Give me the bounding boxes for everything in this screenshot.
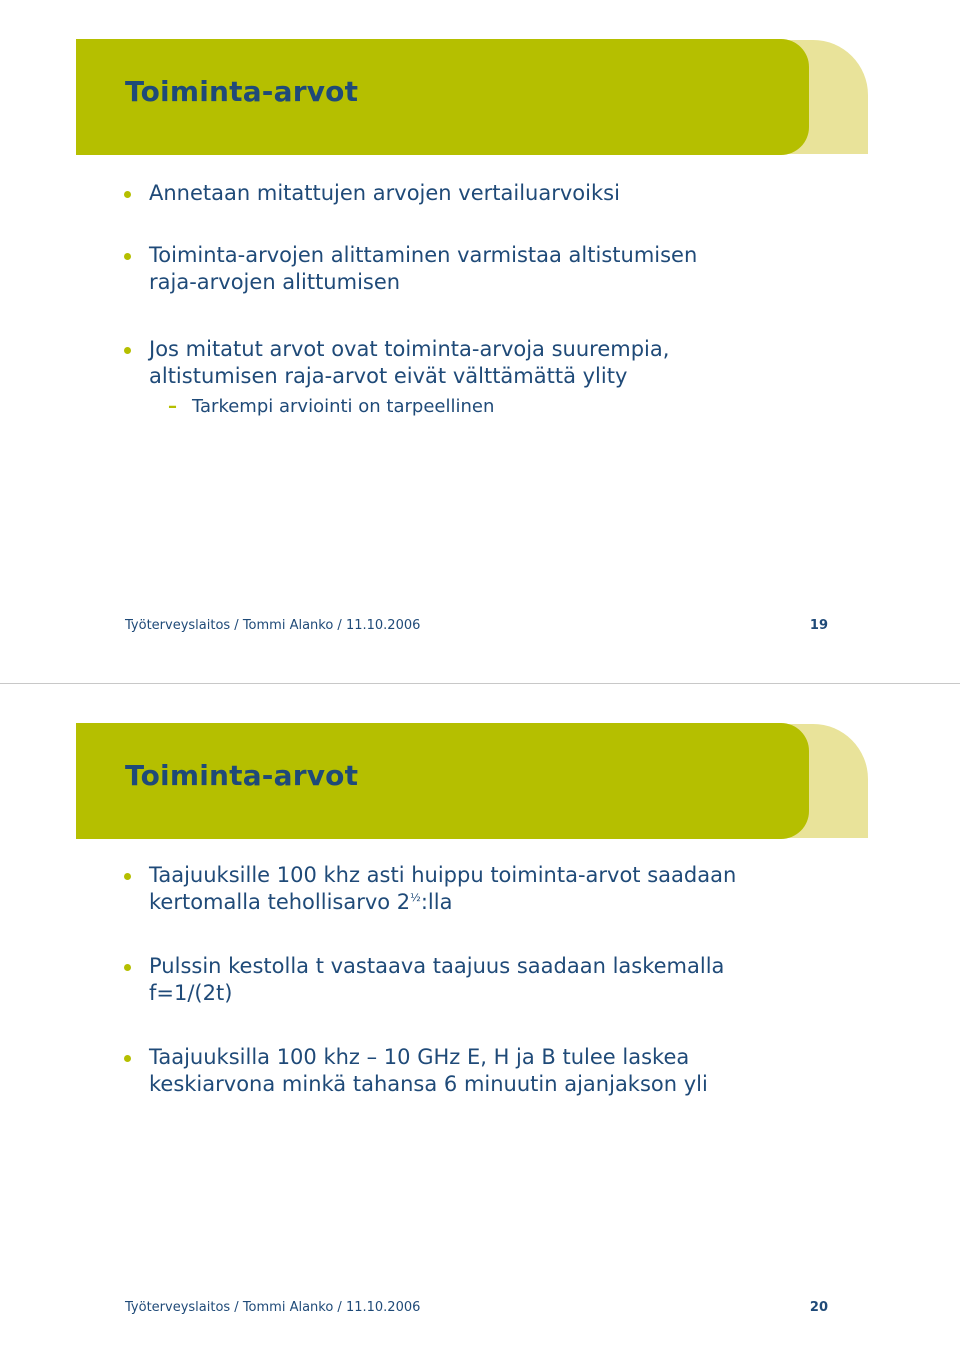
bullet-item [149, 180, 869, 207]
bullet-item [149, 1044, 869, 1098]
bullet-text-line: Taajuuksilla 100 khz – 10 GHz E, H ja B tulee laskea [149, 1045, 690, 1069]
bullet-text-line: Jos mitatut arvot ovat toiminta-arvoja suurempia, [149, 337, 670, 361]
bullet-dot-icon [124, 873, 131, 880]
bullet-text-line [149, 889, 869, 916]
bullet-text-line: keskiarvona minkä tahansa 6 minuutin ajanjakson yli [149, 1072, 708, 1096]
exponent: ½ [410, 891, 421, 904]
bullet-text-line: Pulssin kestolla t vastaava taajuus saadaan laskemalla [149, 954, 725, 978]
bullet-text-line: altistumisen raja-arvot eivät välttämättä ylity [149, 364, 628, 388]
dash-icon: – [168, 396, 177, 417]
bullet-text-part: :lla [420, 890, 453, 914]
bullet-dot-icon [124, 1055, 131, 1062]
slide-title: Toiminta-arvot [125, 75, 359, 108]
slide-title: Toiminta-arvot [125, 759, 359, 792]
bullet-dot-icon [124, 964, 131, 971]
bullet-text-line: raja-arvojen alittumisen [149, 270, 401, 294]
bullet-dot-icon [124, 191, 131, 198]
sub-bullet-item [168, 395, 832, 419]
bullet-text-part: kertomalla tehollisarvo 2 [149, 890, 411, 914]
bullet-text-line: f=1/(2t) [149, 981, 233, 1005]
bullet-item [149, 336, 869, 390]
slide-footer: Työterveyslaitos / Tommi Alanko / 11.10.2006 [125, 618, 421, 633]
bullet-dot-icon [124, 347, 131, 354]
bullet-dot-icon [124, 253, 131, 260]
bullet-text: Annetaan mitattujen arvojen vertailuarvoiksi [149, 181, 620, 205]
bullet-item [149, 862, 869, 916]
page-number: 20 [809, 1300, 828, 1315]
sub-bullet-text: Tarkempi arviointi on tarpeellinen [192, 396, 495, 417]
slide-footer: Työterveyslaitos / Tommi Alanko / 11.10.2006 [125, 1300, 421, 1315]
bullet-item [149, 242, 869, 296]
bullet-item [149, 953, 869, 1007]
slide-20 [0, 684, 960, 1367]
slide-19 [0, 0, 960, 683]
page-number: 19 [809, 618, 828, 633]
bullet-text-line: Toiminta-arvojen alittaminen varmistaa altistumisen [149, 243, 698, 267]
bullet-text-line: Taajuuksille 100 khz asti huippu toiminta-arvot saadaan [149, 863, 737, 887]
